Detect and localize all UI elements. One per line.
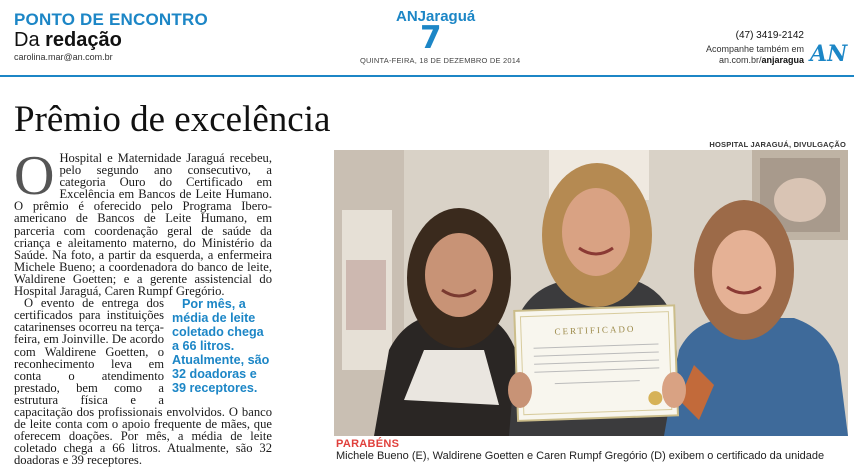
subsection-prefix: Da bbox=[14, 29, 40, 51]
page-number: 7 bbox=[420, 20, 442, 56]
brand-city: Jaraguá bbox=[417, 8, 476, 25]
dropcap: O bbox=[14, 145, 55, 207]
photo-caption: Michele Bueno (E), Waldirene Goetten e Caren Rumpf Gregório (D) exibem o certificado da unidade bbox=[336, 450, 825, 462]
follow-label: Acompanhe também em bbox=[705, 44, 804, 54]
pull-quote: Por mês, a média de leite coletado chega a 66 litros. Atualmente, são 32 doadoras e 39 receptores. bbox=[172, 297, 270, 396]
an-logo: AN bbox=[810, 41, 848, 67]
article-body bbox=[14, 145, 272, 468]
follow-info bbox=[706, 44, 804, 66]
paragraph-2: O evento de entrega dos certificados para instituições catarinenses ocorreu na terça-feira, em Joinville. De acordo com Waldirene Goetten, o reconhecimento leva em conta o atendimento prestado, bem como a estrutura física e a capacitação dos profissionais envolvidos. O banco de leite conta com o apoio frequente de mães, que oferecem doações. Por mês, a média de leite coletado chega a 66 litros. Atualmente, são 32 doadoras e 39 receptores. bbox=[14, 296, 272, 468]
follow-site[interactable] bbox=[706, 55, 804, 66]
photo-credit: HOSPITAL JARAGUÁ, DIVULGAÇÃO bbox=[709, 140, 846, 149]
article-headline: Prêmio de excelência bbox=[14, 99, 331, 140]
follow-site-bold: anjaragua bbox=[761, 55, 804, 65]
follow-site-prefix: an.com.br/ bbox=[718, 55, 762, 65]
caption-title: PARABÉNS bbox=[336, 438, 400, 450]
brand-prefix: AN bbox=[396, 8, 418, 25]
subsection-title bbox=[14, 29, 122, 52]
subsection-bold: redação bbox=[45, 29, 122, 51]
section-title: PONTO DE ENCONTRO bbox=[14, 10, 208, 29]
paragraph-1: Hospital e Maternidade Jaraguá recebeu, pelo segundo ano consecutivo, a categoria Ouro do Certificado em Excelência em Bancos de Leite Humano. O prêmio é oferecido pelo Programa Ibero-americano de Bancos de Leite Humano, em parceria com coordenação geral de saúde da criança e aleitamento materno, do Ministério da Saúde. Na foto, a partir da esquerda, a enfermeira Michele Bueno; a coordenadora do banco de leite, Waldirene Goetten; e a gerente assistencial do Hospital Jaraguá, Caren Rumpf Gregório. bbox=[14, 151, 272, 299]
certificate-title: CERTIFICADO bbox=[554, 323, 636, 337]
issue-date: QUINTA-FEIRA, 18 DE DEZEMBRO DE 2014 bbox=[360, 56, 521, 65]
phone-number: (47) 3419-2142 bbox=[735, 30, 804, 41]
article-photo bbox=[334, 150, 848, 436]
photo-illustration bbox=[334, 150, 848, 436]
author-email[interactable]: carolina.mar@an.com.br bbox=[14, 52, 113, 62]
header-rule bbox=[0, 75, 854, 77]
